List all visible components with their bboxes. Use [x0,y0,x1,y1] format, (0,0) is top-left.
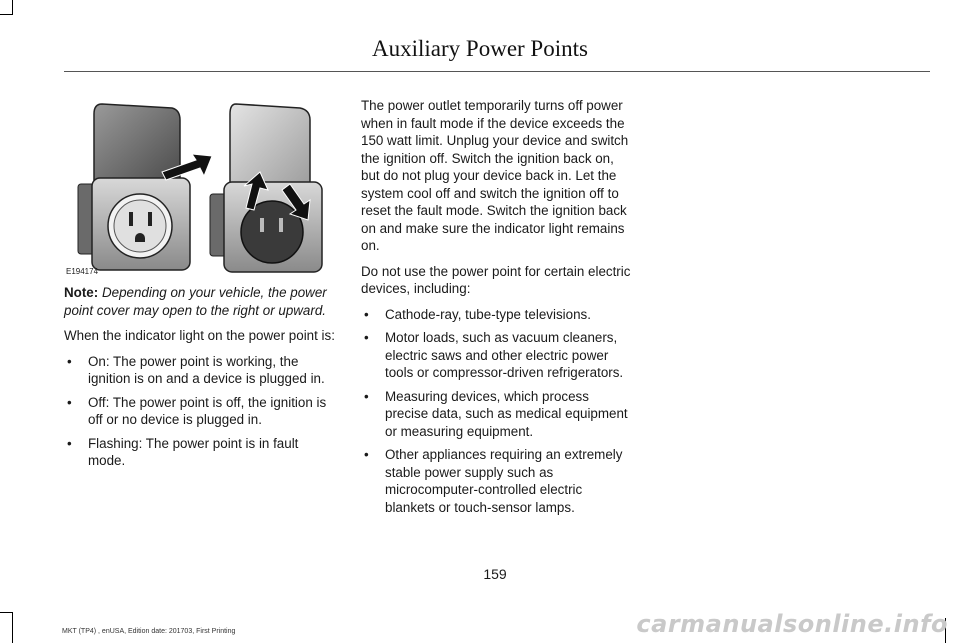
list-item: • Flashing: The power point is in fault mode. [64,435,338,470]
list-item: • Off: The power point is off, the ignition is off or no device is plugged in. [64,394,338,429]
list-item: • Cathode-ray, tube-type televisions. [361,306,633,324]
header-rule [64,71,930,72]
outlet-lid-open-up [78,104,212,270]
indicator-list [64,353,338,470]
crop-mark-bottom-left [0,612,13,613]
list-item: • Motor loads, such as vacuum cleaners, electric saws and other electric power tools or compressor-driven refrigerators. [361,329,633,382]
note [64,284,338,319]
note-label: Note: [64,285,99,300]
devices-intro: Do not use the power point for certain electric devices, including: [361,263,631,296]
intro-text: When the indicator light on the power point is: [64,328,335,343]
crop-mark-top-left [0,14,13,15]
crop-mark-bottom-left [12,612,13,643]
left-column [64,284,338,476]
list-item: • Measuring devices, which process precise data, such as medical equipment or measuring equipment. [361,388,633,441]
figure-id: E194174 [66,267,99,276]
list-item: • On: The power point is working, the ignition is on and a device is plugged in. [64,353,338,388]
power-point-illustration [64,98,336,278]
page-title: Auxiliary Power Points [372,36,588,61]
footer-text: MKT (TP4) , enUSA, Edition date: 201703, First Printing [62,628,236,635]
outlet-lid-open-right [210,104,322,272]
page-number: 159 [483,566,507,582]
power-outlet-drawing [64,98,336,278]
note-body: Depending on your vehicle, the power point cover may open to the right or upward. [64,285,327,318]
devices-list [361,306,633,517]
list-item: • Other appliances requiring an extremely stable power supply such as microcomputer-controlled electric blankets or touch-sensor lamps. [361,446,633,516]
crop-mark-top-left [12,0,13,14]
watermark: carmanualsonline.info [636,610,948,638]
fault-mode-paragraph: The power outlet temporarily turns off power when in fault mode if the device exceeds the 150 watt limit. Unplug your device and switch the ignition off. Switch the ignition back on, but do not plug your device back in. Let the system cool off and switch the ignition off to reset the fault mode. Switch the ignition back on and make sure the indicator light remains on. [361,98,629,253]
right-column [361,97,633,522]
